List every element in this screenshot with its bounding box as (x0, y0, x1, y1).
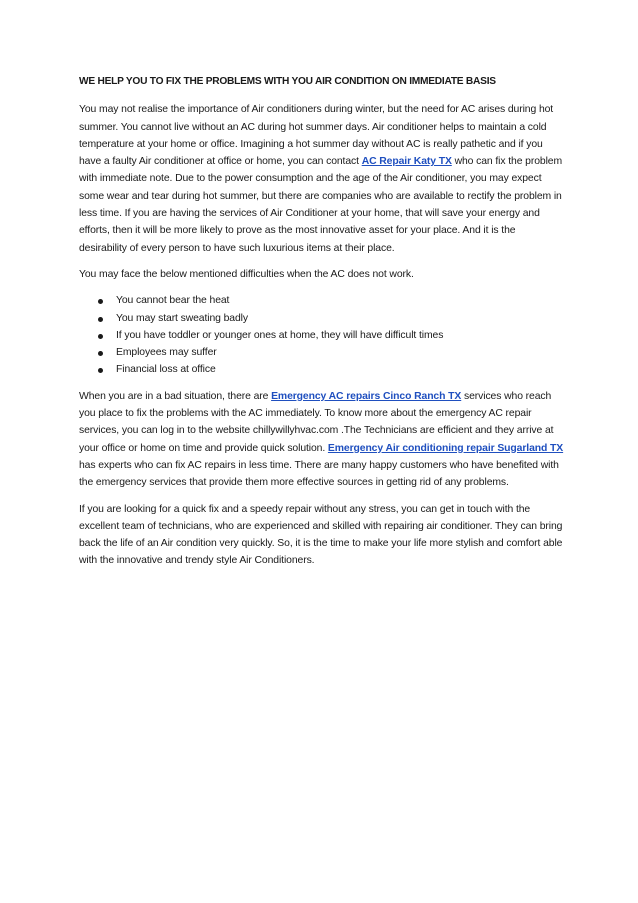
bullet-icon (98, 317, 103, 322)
paragraph-intro-text-1: You may not realise the importance of Air conditioners during winter, but the need for AC arises during hot summer. You cannot live without an AC during hot summer days. Air conditioner helps to maintain a cold temperature at your home or office. Imagining a hot summer day without AC is really pathetic and if you have a faulty Air conditioner at office or home, you can contact (79, 104, 554, 168)
difficulties-list (79, 292, 564, 378)
list-item-text: You cannot bear the heat (116, 295, 230, 307)
paragraph-intro (79, 101, 564, 257)
list-item-text: If you have toddler or younger ones at home, they will have difficult times (116, 329, 444, 341)
paragraph-emergency-text-1: When you are in a bad situation, there are (79, 390, 272, 402)
list-item (79, 327, 564, 344)
bullet-icon (98, 368, 103, 373)
list-item-text: You may start sweating badly (116, 312, 248, 324)
paragraph-emergency (79, 388, 564, 492)
list-item-text: Employees may suffer (116, 347, 217, 359)
bullet-icon (98, 299, 103, 304)
paragraph-emergency-text-3: has experts who can fix AC repairs in less time. There are many happy customers who have benefited with the emergency services that provide them more effective sources in getting rid of any problems. (79, 459, 559, 489)
paragraph-difficulties: You may face the below mentioned difficulties when the AC does not work. (79, 268, 414, 280)
document-body (79, 73, 564, 579)
paragraph-conclusion: If you are looking for a quick fix and a speedy repair without any stress, you can get in touch with the excellent team of technicians, who are experienced and skilled with repairing air conditioner. They can bring back the life of an Air condition very quickly. So, it is the time to make your life more stylish and comfort able with the innovative and trendy style Air Conditioners. (79, 503, 563, 567)
paragraph-intro-text-2: who can fix the problem with immediate note. Due to the power consumption and the age of the Air conditioner, you may expect some wear and tear during hot summer, but there are companies who are available to rectify the problem in less time. If you are having the services of Air Conditioner at your home, that will save your energy and efforts, then it will be more likely to prove as the most innovative asset for your place. And it is the desirability of every person to have such luxurious items at their place. (79, 156, 563, 254)
emergency-ac-sugarland-link[interactable]: Emergency Air conditioning repair Sugarland TX (327, 442, 564, 454)
list-item-text: Financial loss at office (116, 364, 216, 376)
document-heading: WE HELP YOU TO FIX THE PROBLEMS WITH YOU AIR CONDITION ON IMMEDIATE BASIS (79, 76, 496, 87)
list-item (79, 361, 564, 378)
list-item (79, 310, 564, 327)
list-item (79, 344, 564, 361)
ac-repair-katy-link[interactable]: AC Repair Katy TX (361, 156, 452, 168)
bullet-icon (98, 351, 103, 356)
emergency-ac-cinco-ranch-link[interactable]: Emergency AC repairs Cinco Ranch TX (271, 390, 462, 402)
paragraph-emergency-text-2: services who reach you place to fix the problems with the AC immediately. To know more about the emergency AC repair services, you can log in to the website chillywillyhvac.com .The Technicians are efficient and they arrive at your office or home on time and provide quick solution. (79, 390, 554, 454)
bullet-icon (98, 334, 103, 339)
list-item (79, 292, 564, 309)
